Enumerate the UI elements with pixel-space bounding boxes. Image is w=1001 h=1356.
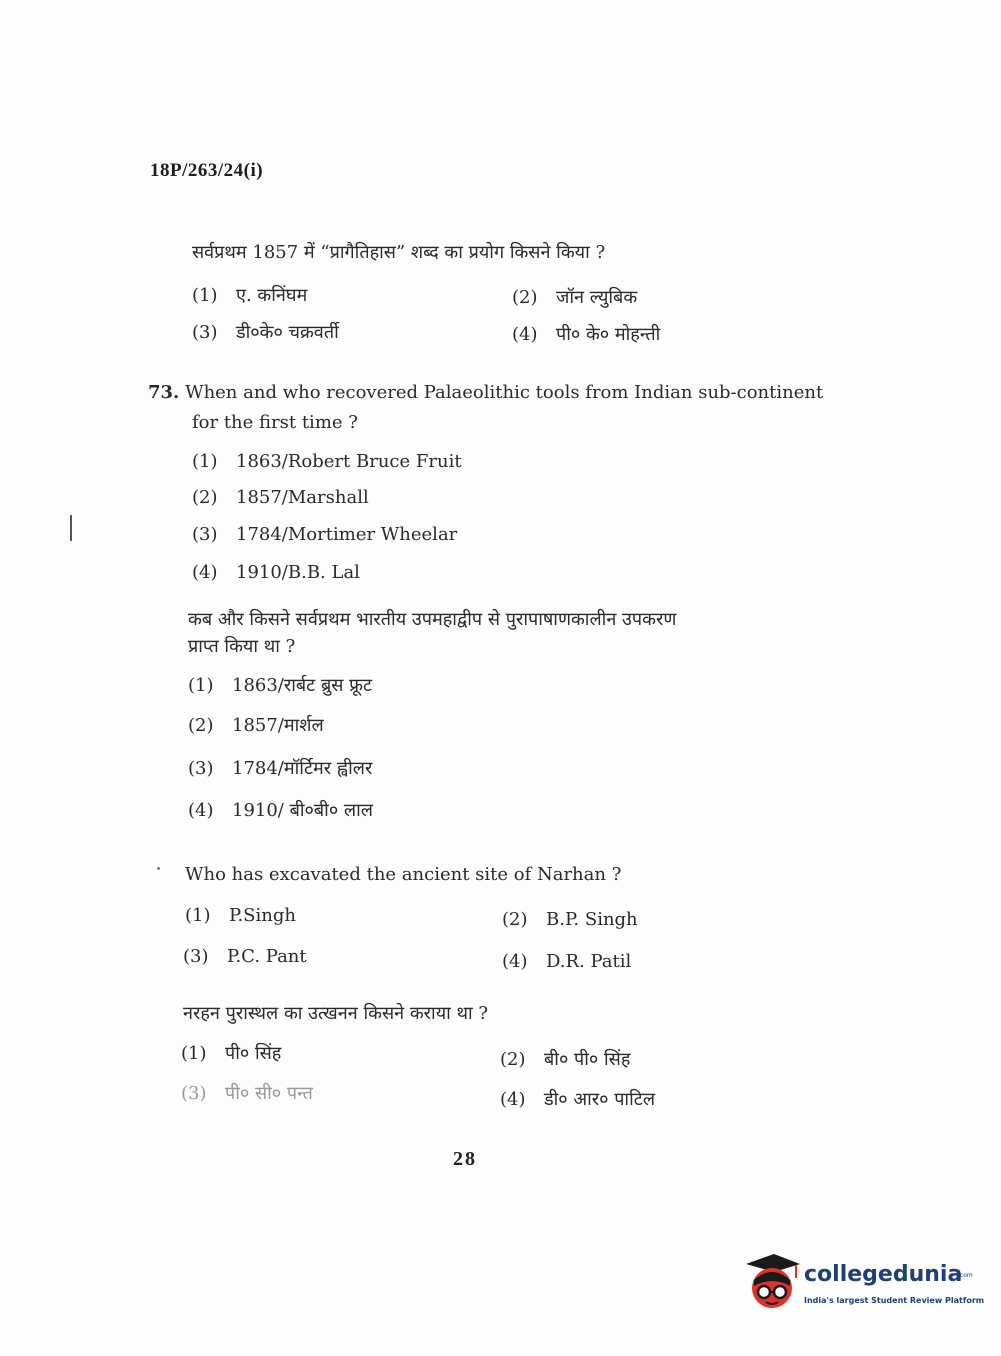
question-marker (157, 867, 160, 870)
q73-en-option-4: (4) 1910/B.B. Lal (192, 562, 360, 583)
q74-hi-option-1: (1) पी० सिंह (181, 1043, 282, 1064)
q73-hindi-question-line2: प्राप्त किया था ? (188, 636, 296, 657)
student-mascot-icon (742, 1250, 802, 1314)
logo-suffix: .com (958, 1272, 973, 1279)
q73-hi-option-4: (4) 1910/ बी०बी० लाल (188, 800, 373, 821)
q72-hi-option-1: (1) ए. कनिंघम (192, 285, 308, 306)
q73-hi-option-2: (2) 1857/मार्शल (188, 715, 324, 736)
logo-wordmark: collegedunia (804, 1262, 963, 1287)
q74-hindi-question: नरहन पुरास्थल का उत्खनन किसने कराया था ? (183, 1003, 489, 1024)
q73-hindi-question: कब और किसने सर्वप्रथम भारतीय उपमहाद्वीप से पुरापाषाणकालीन उपकरण (188, 609, 677, 630)
q72-hi-option-4: (4) पी० के० मोहन्ती (512, 324, 661, 345)
q74-en-option-1: (1) P.Singh (185, 905, 296, 926)
q72-hi-option-3: (3) डी०के० चक्रवर्ती (192, 322, 339, 343)
q73-en-option-2: (2) 1857/Marshall (192, 487, 369, 508)
q74-en-option-4: (4) D.R. Patil (502, 951, 632, 972)
page-number: 28 (453, 1148, 477, 1170)
q73-question: 73. When and who recovered Palaeolithic tools from Indian sub-continent (148, 382, 824, 403)
q74-hi-option-4: (4) डी० आर० पाटिल (500, 1089, 656, 1110)
q73-hi-option-3: (3) 1784/मॉर्टिमर ह्वीलर (188, 758, 373, 779)
logo-tagline: India's largest Student Review Platform (804, 1296, 985, 1305)
q74-hi-option-2: (2) बी० पी० सिंह (500, 1049, 631, 1070)
q74-en-option-2: (2) B.P. Singh (502, 909, 638, 930)
q73-hi-option-1: (1) 1863/रार्बट ब्रुस फ्रूट (188, 675, 373, 696)
q74-en-option-3: (3) P.C. Pant (183, 946, 307, 967)
q74-question: Who has excavated the ancient site of Narhan ? (185, 864, 622, 885)
paper-code: 18P/263/24(i) (150, 160, 264, 181)
q74-hi-option-3: (3) पी० सी० पन्त (181, 1083, 313, 1104)
q73-en-option-3: (3) 1784/Mortimer Wheelar (192, 524, 458, 545)
q73-question-line2: for the first time ? (192, 412, 358, 433)
q73-en-option-1: (1) 1863/Robert Bruce Fruit (192, 451, 462, 472)
q72-hi-option-2: (2) जॉन ल्युबिक (512, 287, 638, 308)
margin-mark (70, 515, 72, 541)
q72-hindi-question: सर्वप्रथम 1857 में “प्रागैतिहास” शब्द का प्रयोग किसने किया ? (192, 242, 606, 263)
